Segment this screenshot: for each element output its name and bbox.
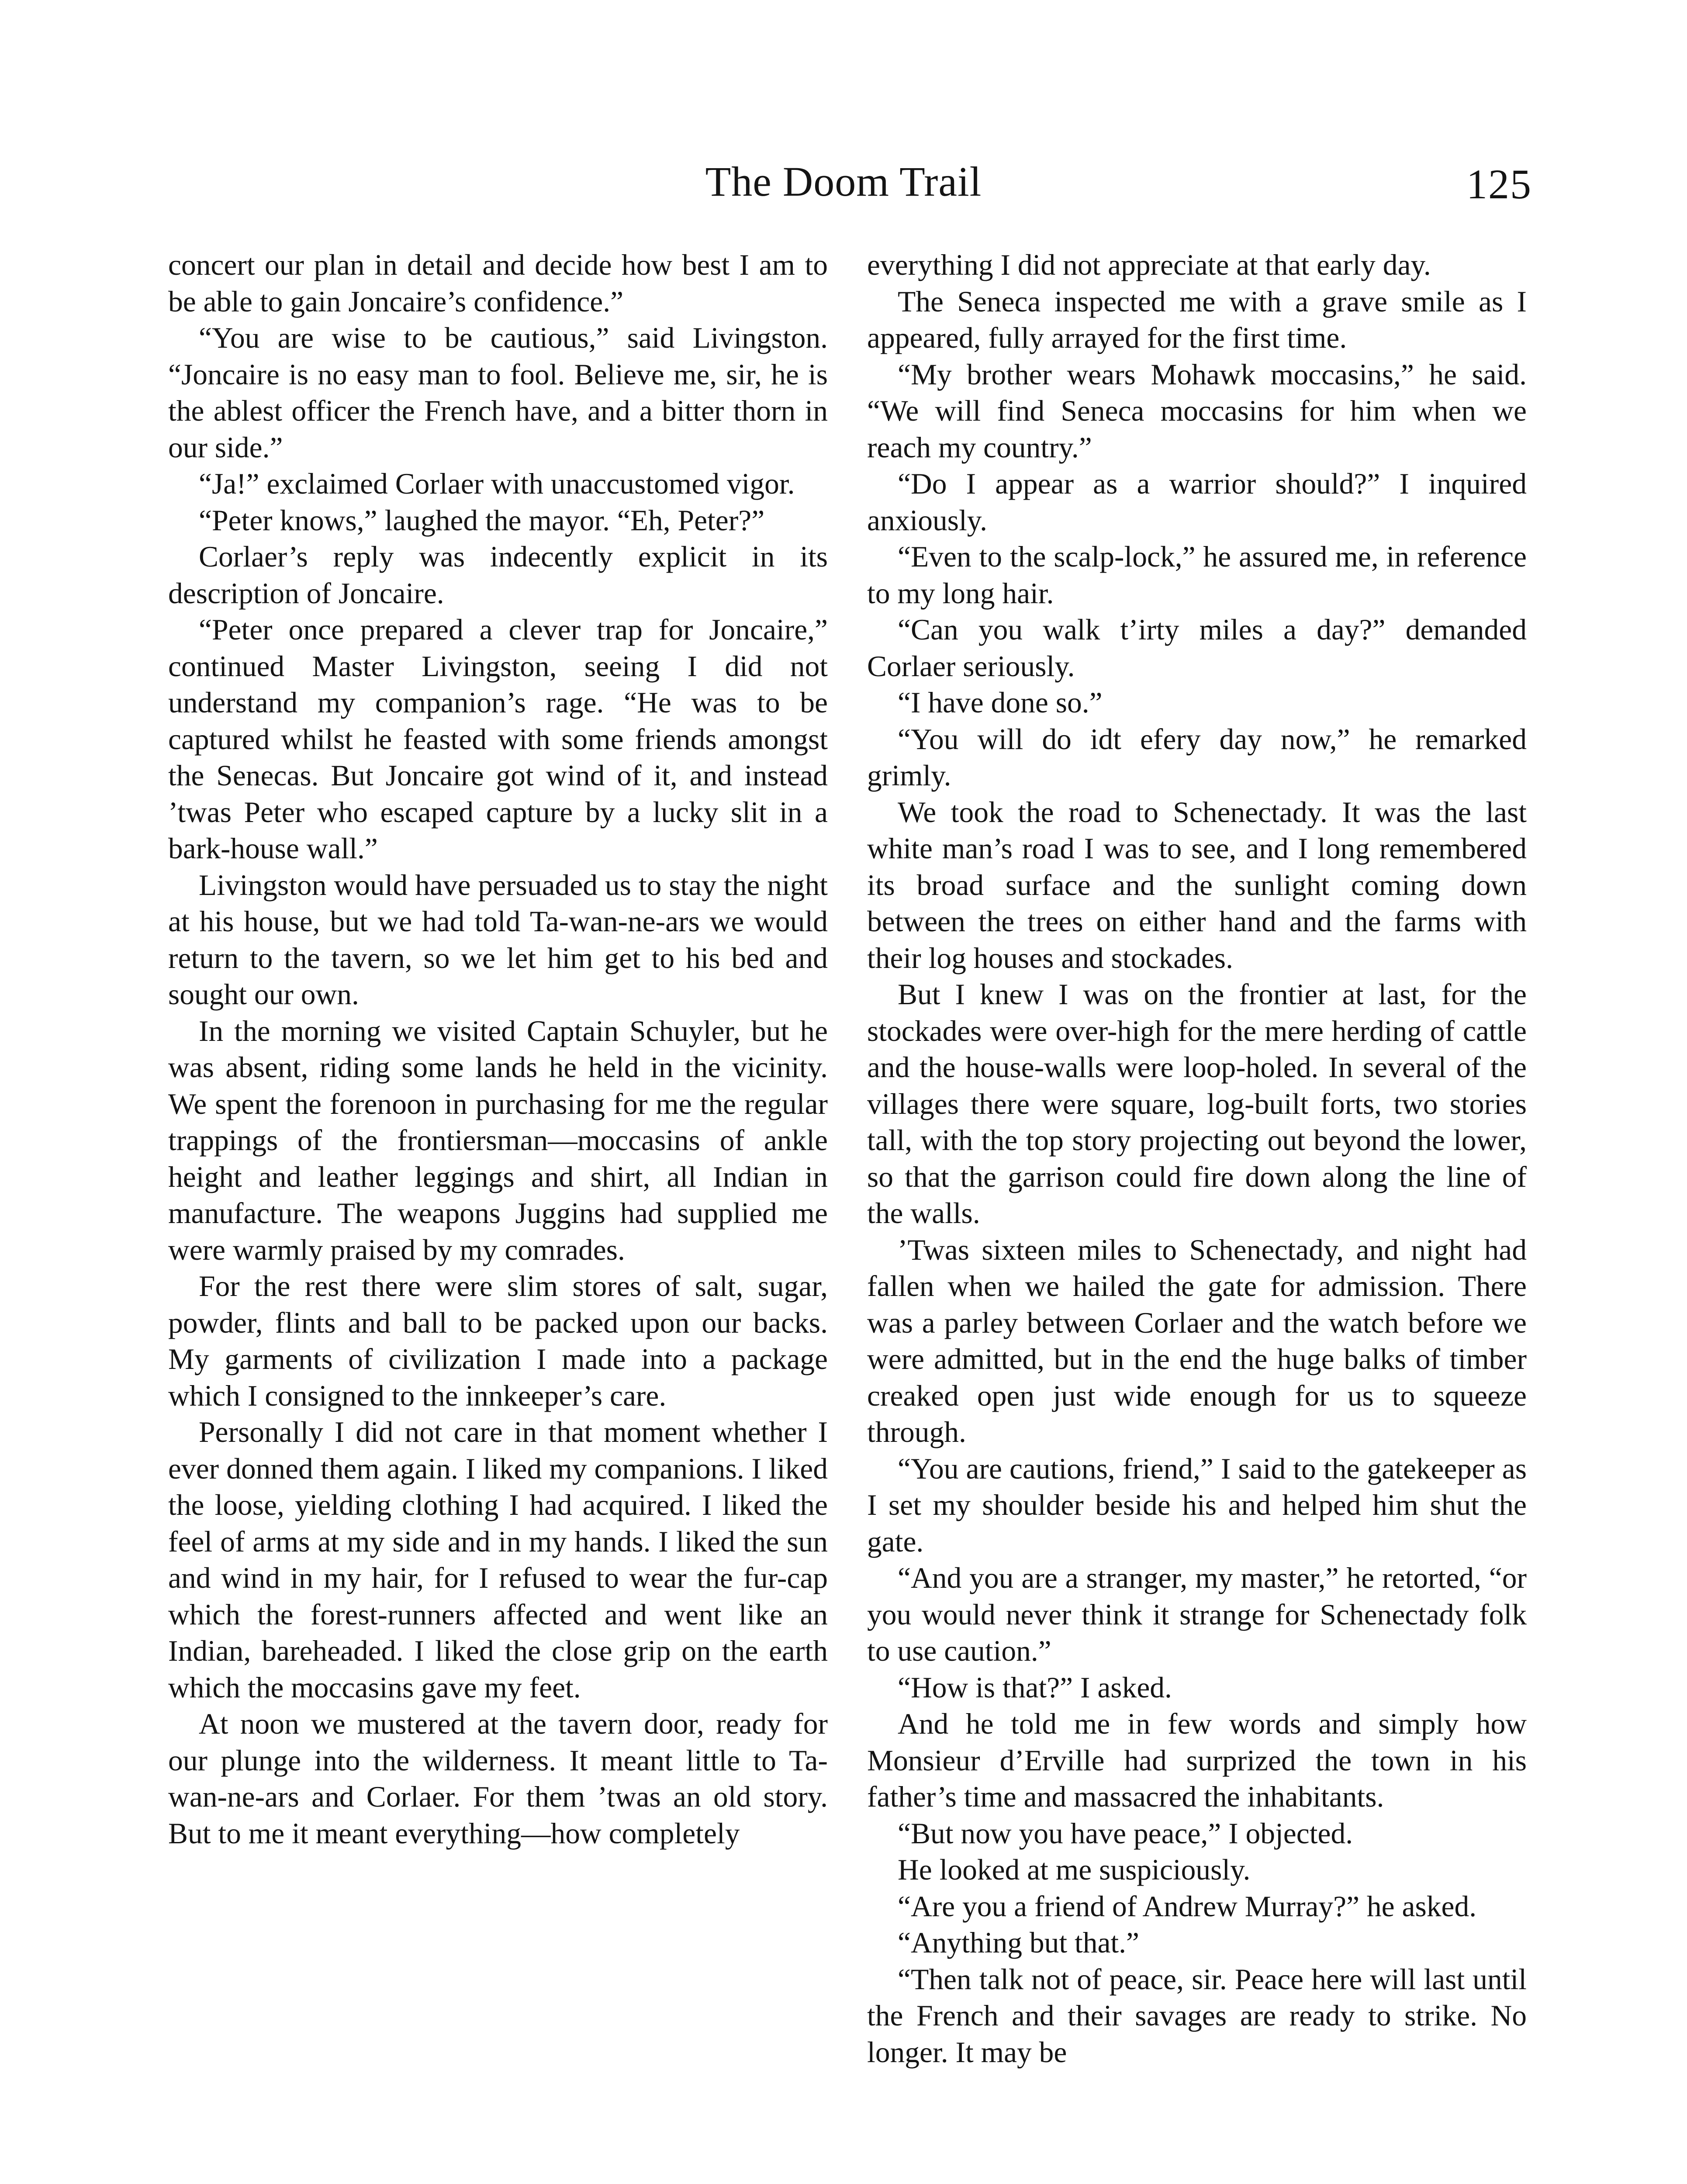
paragraph: “Do I appear as a warrior should?” I inquired anxiously. <box>867 467 1527 537</box>
paragraph: And he told me in few words and simply how Monsieur d’Erville had surprized the town in his father’s time and massacred the inhabitants. <box>867 1707 1527 1813</box>
paragraph: “Are you a friend of Andrew Murray?” he asked. <box>898 1890 1477 1923</box>
paragraph: But I knew I was on the frontier at last, for the stockades were over-high for the mere herding of cattle and the house-walls were loop-holed. In several of the villages there were square, log-built forts, two stories tall, with the top story projecting out beyond the lower, so that the garrison could fire down along the line of the walls. <box>867 978 1527 1230</box>
paragraph: “You are cautions, friend,” I said to the gatekeeper as I set my shoulder beside his and helped him shut the gate. <box>867 1452 1527 1558</box>
left-column <box>168 247 828 1852</box>
paragraph: “My brother wears Mohawk moccasins,” he said. “We will find Seneca moccasins for him when we reach my country.” <box>867 358 1527 464</box>
paragraph: Livingston would have persuaded us to stay the night at his house, but we had told Ta-wan-ne-ars we would return to the tavern, so we let him get to his bed and sought our own. <box>168 868 828 1011</box>
paragraph: “You are wise to be cautious,” said Livingston. “Joncaire is no easy man to fool. Believe me, sir, he is the ablest officer the French have, and a bitter thorn in our side.” <box>168 321 828 464</box>
paragraph: “Peter knows,” laughed the mayor. “Eh, Peter?” <box>199 504 765 537</box>
paragraph: concert our plan in detail and decide how best I am to be able to gain Joncaire’s confidence.” <box>168 249 828 318</box>
page-number: 125 <box>1466 161 1532 207</box>
paragraph: For the rest there were slim stores of salt, sugar, powder, flints and ball to be packed upon our backs. My garments of civilization I made into a package which I consigned to the innkeeper’s care. <box>168 1270 828 1412</box>
paragraph: “How is that?” I asked. <box>898 1671 1172 1704</box>
paragraph: Personally I did not care in that moment whether I ever donned them again. I liked my companions. I liked the loose, yielding clothing I had acquired. I liked the feel of arms at my side and in my hands. I liked the sun and wind in my hair, for I refused to wear the fur-cap which the forest-runners affected and went like an Indian, bareheaded. I liked the close grip on the earth which the moccasins gave my feet. <box>168 1416 828 1704</box>
paragraph: “I have done so.” <box>898 686 1103 719</box>
paragraph: “Can you walk t’irty miles a day?” demanded Corlaer seriously. <box>867 613 1527 683</box>
paragraph: ’Twas sixteen miles to Schenectady, and night had fallen when we hailed the gate for admission. There was a parley between Corlaer and the watch before we were admitted, but in the end the huge balks of timber creaked open just wide enough for us to squeeze through. <box>867 1233 1527 1448</box>
paragraph: In the morning we visited Captain Schuyler, but he was absent, riding some lands he held in the vicinity. We spent the forenoon in purchasing for me the regular trappings of the frontiersman—moccasins of ankle height and leather leggings and shirt, all Indian in manufacture. The weapons Juggins had supplied me were warmly praised by my comrades. <box>168 1014 828 1266</box>
right-column <box>867 247 1527 2070</box>
running-head <box>0 157 1687 210</box>
paragraph: He looked at me suspiciously. <box>898 1853 1251 1886</box>
paragraph: At noon we mustered at the tavern door, ready for our plunge into the wilderness. It meant little to Ta-wan-ne-ars and Corlaer. For them ’twas an old story. But to me it meant everything—how completely <box>168 1707 828 1850</box>
paragraph: “Then talk not of peace, sir. Peace here will last until the French and their savages are ready to strike. No longer. It may be <box>867 1963 1527 2069</box>
paragraph: “Peter once prepared a clever trap for Joncaire,” continued Master Livingston, seeing I did not understand my companion’s rage. “He was to be captured whilst he feasted with some friends amongst the Senecas. But Joncaire got wind of it, and instead ’twas Peter who escaped capture by a lucky slit in a bark-house wall.” <box>168 613 828 865</box>
paragraph: “You will do idt efery day now,” he remarked grimly. <box>867 722 1527 792</box>
paragraph: Corlaer’s reply was indecently explicit in its description of Joncaire. <box>168 540 828 610</box>
paragraph: We took the road to Schenectady. It was the last white man’s road I was to see, and I long remembered its broad surface and the sunlight coming down between the trees on either hand and the farms with their log houses and stockades. <box>867 795 1527 975</box>
paragraph: “Anything but that.” <box>898 1926 1140 1959</box>
paragraph: everything I did not appreciate at that early day. <box>867 249 1431 281</box>
paragraph: “Even to the scalp-lock,” he assured me, in reference to my long hair. <box>867 540 1527 610</box>
paragraph: “And you are a stranger, my master,” he retorted, “or you would never think it strange for Schenectady folk to use caution.” <box>867 1562 1527 1667</box>
paragraph: The Seneca inspected me with a grave smile as I appeared, fully arrayed for the first time. <box>867 285 1527 354</box>
paragraph: “Ja!” exclaimed Corlaer with unaccustomed vigor. <box>199 467 795 500</box>
paragraph: “But now you have peace,” I objected. <box>898 1817 1353 1850</box>
running-title: The Doom Trail <box>705 158 982 205</box>
